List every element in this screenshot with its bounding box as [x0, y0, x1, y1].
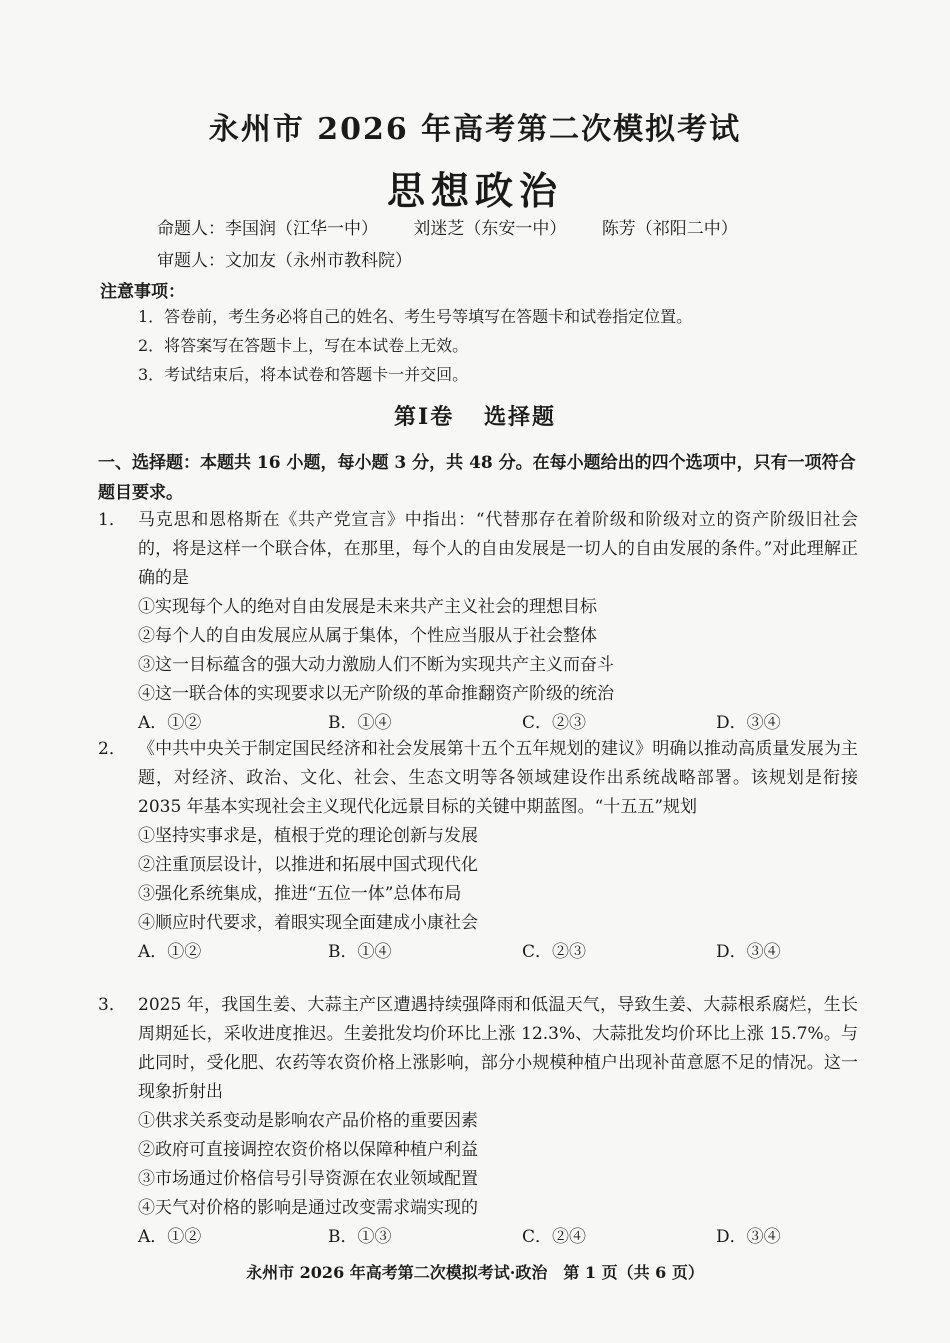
question-option: ①实现每个人的绝对自由发展是未来共产主义社会的理想目标 [138, 597, 597, 617]
choice-c: C．②③ [522, 713, 587, 733]
question-number: 2． [98, 739, 126, 759]
answer-choices [138, 709, 858, 738]
authors-line [157, 214, 768, 239]
question-3 [98, 991, 858, 1252]
choice-c: C．②④ [522, 1227, 587, 1247]
question-stem: 《中共中央关于制定国民经济和社会发展第十五个五年规划的建议》明确以推动高质量发展为主题，对经济、政治、文化、社会、生态文明等各领域建设作出系统战略部署。该规划是衔接 2035 年基本实现社会主义现代化远景目标的关键中期蓝图。“十五五”规划 [138, 739, 858, 817]
reviewer-line: 审题人：文加友（永州市教科院） [157, 251, 412, 271]
question-1 [98, 506, 858, 738]
choice-c: C．②③ [522, 942, 587, 962]
question-number: 3． [98, 995, 126, 1015]
question-stem: 马克思和恩格斯在《共产党宣言》中指出：“代替那存在着阶级和阶级对立的资产阶级旧社会的，将是这样一个联合体，在那里，每个人的自由发展是一切人的自由发展的条件。”对此理解正确的是 [138, 510, 858, 588]
question-option: ①坚持实事求是，植根于党的理论创新与发展 [138, 826, 478, 846]
subject-title: 思想政治 [386, 168, 563, 213]
notice-item-1: 1．答卷前，考生务必将自己的姓名、考生号等填写在答题卡和试卷指定位置。 [138, 307, 693, 326]
question-option: ④这一联合体的实现要求以无产阶级的革命推翻资产阶级的统治 [138, 684, 614, 704]
choice-b: B．①④ [328, 713, 392, 733]
choice-b: B．①③ [328, 1227, 392, 1247]
exam-title: 永州市 2026 年高考第二次模拟考试 [208, 112, 742, 147]
question-option: ③这一目标蕴含的强大动力激励人们不断为实现共产主义而奋斗 [138, 655, 614, 675]
part-heading: 一、选择题：本题共 16 小题，每小题 3 分，共 48 分。在每小题给出的四个选项中，只有一项符合题目要求。 [98, 453, 856, 503]
question-option: ④顺应时代要求，着眼实现全面建成小康社会 [138, 913, 478, 933]
choice-a: A．①② [138, 942, 202, 962]
choice-d: D．③④ [716, 713, 781, 733]
choice-a: A．①② [138, 1227, 202, 1247]
choice-d: D．③④ [716, 1227, 781, 1247]
answer-choices [138, 938, 858, 967]
question-option: ②注重顶层设计，以推进和拓展中国式现代化 [138, 855, 478, 875]
question-stem: 2025 年，我国生姜、大蒜主产区遭遇持续强降雨和低温天气，导致生姜、大蒜根系腐烂，生长周期延长，采收进度推迟。生姜批发均价环比上涨 12.3%、大蒜批发均价环比上涨 15.7%。与此同时，受化肥、农药等农资价格上涨影响，部分小规模种植户出现补苗意愿不足的情况。这一现象折射出 [138, 995, 858, 1102]
notice-item-3: 3．考试结束后，将本试卷和答题卡一并交回。 [138, 365, 469, 384]
choice-a: A．①② [138, 713, 202, 733]
author-3: 陈芳（祁阳二中） [601, 219, 738, 239]
author-1: 命题人：李国润（江华一中） [157, 219, 378, 239]
notice-title: 注意事项： [100, 282, 185, 302]
question-number: 1． [98, 510, 126, 530]
question-option: ②每个人的自由发展应从属于集体，个性应当服从于社会整体 [138, 626, 597, 646]
page-footer: 永州市 2026 年高考第二次模拟考试·政治 第 1 页（共 6 页） [246, 1263, 704, 1282]
question-option: ③强化系统集成，推进“五位一体”总体布局 [138, 884, 462, 904]
answer-choices [138, 1223, 858, 1252]
choice-d: D．③④ [716, 942, 781, 962]
author-2: 刘迷芝（东安一中） [413, 219, 567, 239]
notice-item-2: 2．将答案写在答题卡上，写在本试卷上无效。 [138, 336, 469, 355]
question-option: ①供求关系变动是影响农产品价格的重要因素 [138, 1111, 478, 1131]
section-title [0, 400, 950, 431]
question-option: ④天气对价格的影响是通过改变需求端实现的 [138, 1198, 478, 1218]
choice-b: B．①④ [328, 942, 392, 962]
question-2 [98, 735, 858, 967]
section-volume: 第Ⅰ卷 [394, 404, 455, 430]
section-name: 选择题 [483, 404, 556, 430]
question-option: ②政府可直接调控农资价格以保障种植户利益 [138, 1140, 478, 1160]
question-option: ③市场通过价格信号引导资源在农业领域配置 [138, 1169, 478, 1189]
